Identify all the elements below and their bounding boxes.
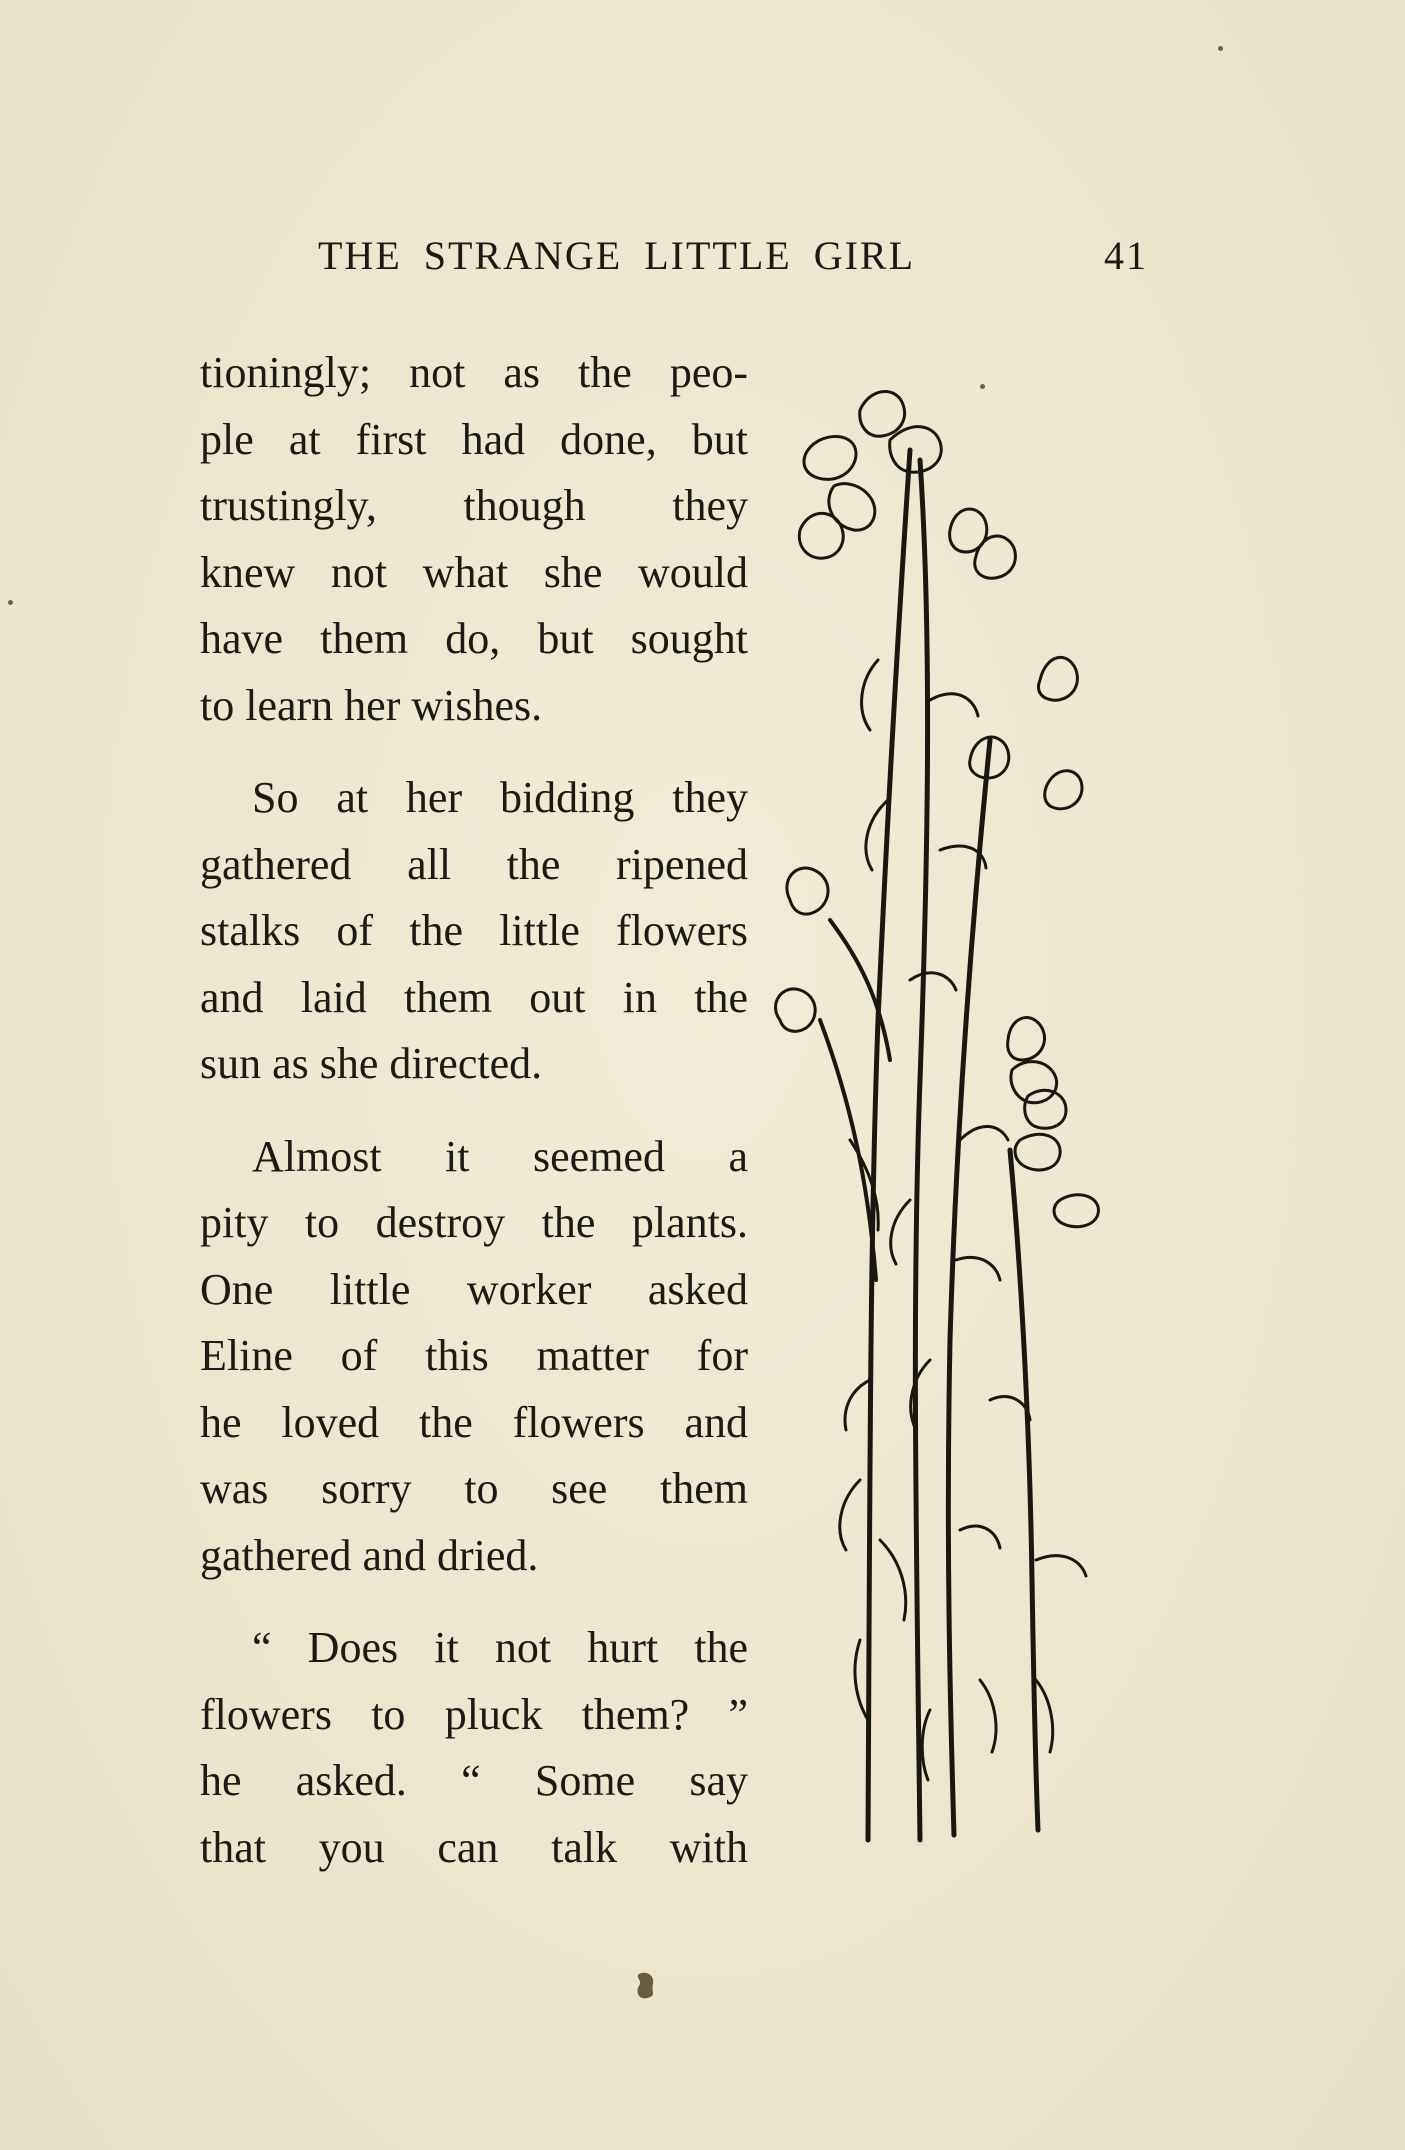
text-line: that you can talk with [200,1822,748,1872]
text-line: trustingly, though they [200,481,748,530]
ink-blot-icon [635,1970,659,2000]
text-line: ple at first had done, but [200,414,748,464]
flower-stalks-drawing-icon [760,380,1120,1850]
paragraph-2 [200,765,748,1098]
text-line: Almost it seemed a [252,1131,748,1181]
text-line: One little worker asked [200,1264,748,1314]
text-line: flowers to pluck them? ” [200,1689,748,1739]
paper-speck [980,384,985,389]
body-text [200,340,748,1881]
paragraph-4 [200,1615,748,1881]
paragraph-1 [200,340,748,739]
text-line: to learn her wishes. [200,680,543,730]
paper-speck [1218,46,1223,51]
text-line: he loved the flowers and [200,1397,748,1447]
text-line: pity to destroy the plants. [200,1198,748,1247]
text-line: knew not what she would [200,547,748,597]
text-line: tioningly; not as the peo- [200,348,748,397]
text-line: Eline of this matter for [200,1331,748,1380]
text-line: was sorry to see them [200,1464,748,1513]
text-line: he asked. “ Some say [200,1756,748,1805]
text-line: have them do, but sought [200,614,748,663]
text-line: stalks of the little flowers [200,906,748,955]
text-line: “ Does it not hurt the [252,1623,748,1672]
text-line: and laid them out in the [200,972,748,1022]
running-head [318,232,1148,292]
text-line: gathered and dried. [200,1530,539,1580]
page-number: 41 [1104,233,1148,278]
paragraph-3 [200,1124,748,1590]
paper-speck [8,600,13,605]
chapter-title: THE STRANGE LITTLE GIRL [318,233,916,278]
text-line: So at her bidding they [252,773,748,822]
text-line: sun as she directed. [200,1039,543,1088]
text-line: gathered all the ripened [200,839,748,889]
